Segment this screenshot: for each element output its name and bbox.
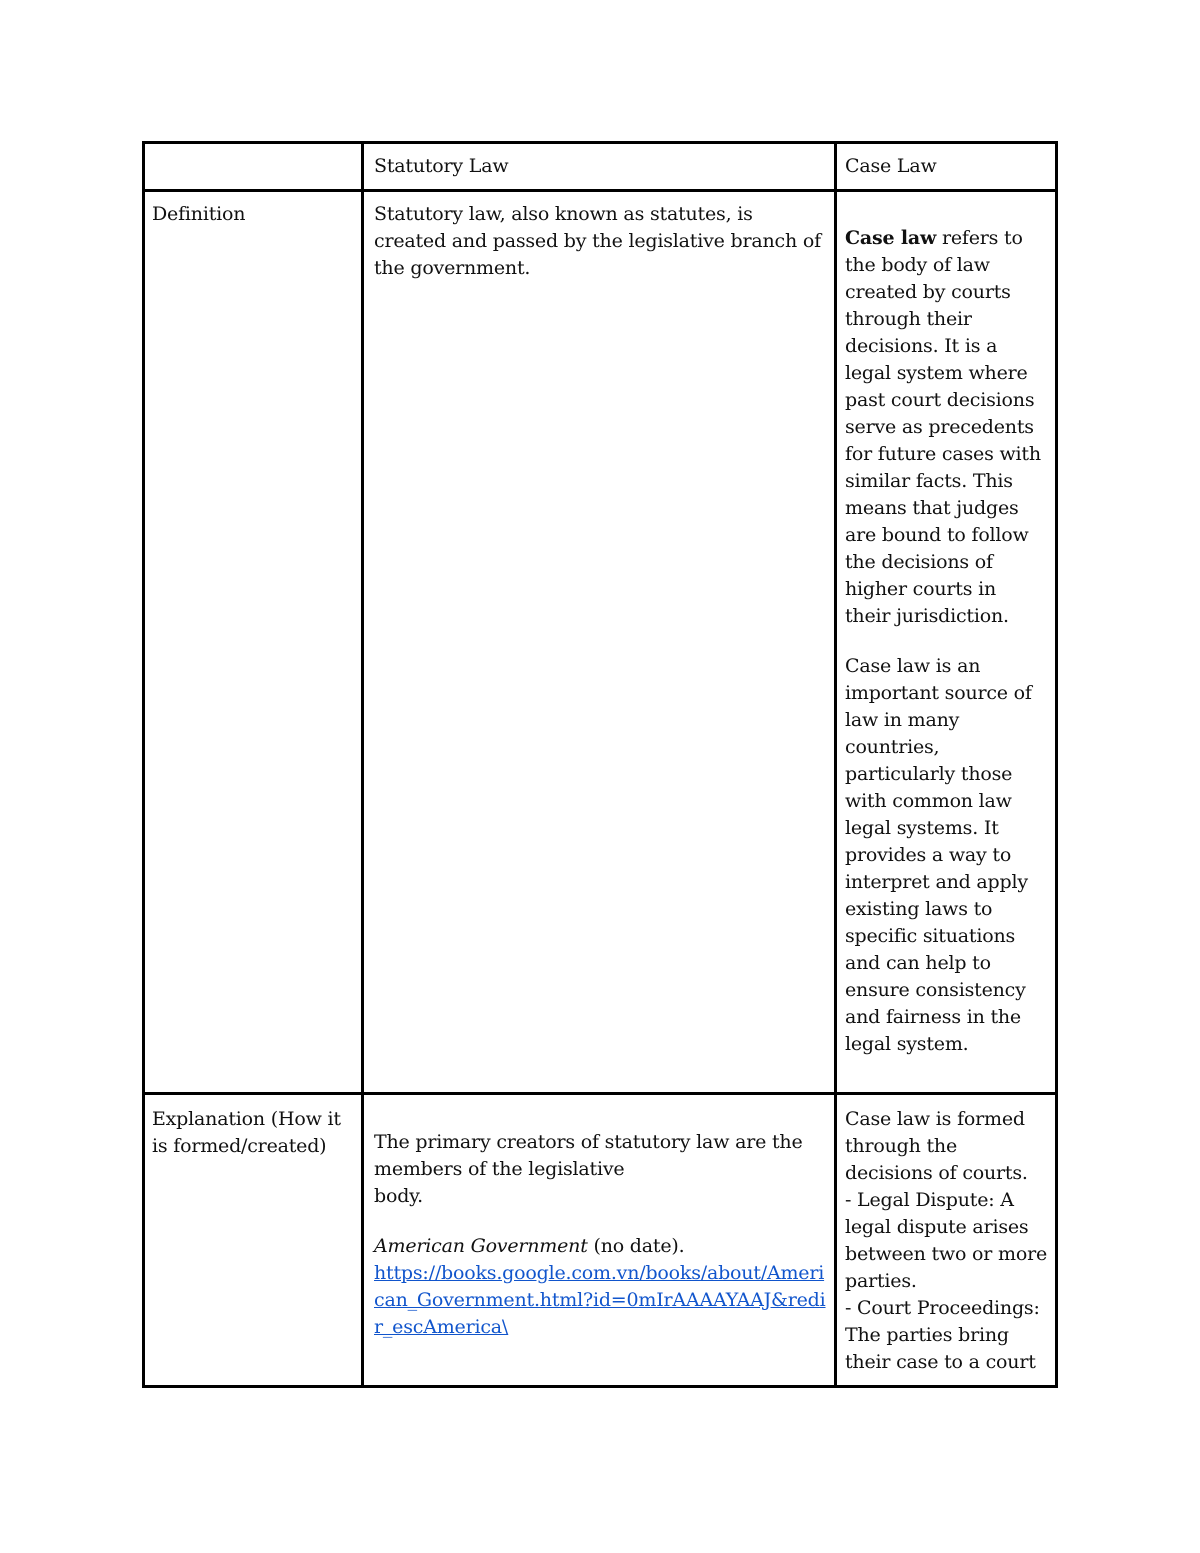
header-cell-case-law: Case Law [845, 155, 937, 177]
statutory-explanation [374, 1129, 829, 1341]
case-law-explanation-line-2: - Legal Dispute: A legal dispute arises between two or more parties. [845, 1189, 1047, 1292]
definition-row-divider [142, 1092, 1058, 1095]
case-law-explanation [845, 1106, 1050, 1376]
comparison-table [142, 141, 1058, 1388]
row-label-explanation: Explanation (How it is formed/created) [152, 1108, 341, 1157]
table-border-right [1055, 141, 1058, 1388]
column-divider-1 [361, 141, 364, 1388]
paragraph-spacer [845, 630, 1045, 653]
case-law-definition-paragraph-1 [845, 225, 1045, 630]
citation-title: American Government [374, 1235, 588, 1257]
statutory-definition-text: Statutory law, also known as statutes, is created and passed by the legislative branch of the government. [374, 203, 821, 279]
citation-date: (no date). [587, 1235, 685, 1257]
citation [374, 1233, 829, 1260]
header-cell-statutory-law: Statutory Law [374, 155, 509, 177]
statutory-explanation-line-1: The primary creators of statutory law are the members of the legislative [374, 1131, 803, 1180]
header-row-divider [142, 189, 1058, 192]
row-label-definition: Definition [152, 203, 246, 225]
case-law-explanation-line-1: Case law is formed through the decisions of courts. [845, 1108, 1028, 1184]
case-law-explanation-line-3: - Court Proceedings: The parties bring their case to a court [845, 1297, 1040, 1373]
table-border-bottom [142, 1385, 1058, 1388]
statutory-explanation-line-2: body. [374, 1185, 424, 1207]
citation-link-paragraph [374, 1260, 829, 1341]
citation-link[interactable]: https://books.google.com.vn/books/about/American_Government.html?id=0mIrAAAAYAAJ&redir_escAmerica\ [374, 1262, 826, 1338]
case-law-definition-text: refers to the body of law created by courts through their decisions. It is a legal system where past court decisions serve as precedents for future cases with similar facts. This means that judges are bound to follow the decisions of higher courts in their jurisdiction. [845, 227, 1041, 627]
table-border-top [142, 141, 1058, 144]
case-law-definition-paragraph-2: Case law is an important source of law in many countries, particularly those with common law legal systems. It provides a way to interpret and apply existing laws to specific situations and can help to ensure consistency and fairness in the legal system. [845, 655, 1032, 1055]
case-law-term: Case law [845, 227, 937, 249]
case-law-definition [845, 225, 1045, 1058]
column-divider-2 [834, 141, 837, 1388]
table-border-left [142, 141, 145, 1388]
paragraph-spacer [374, 1210, 829, 1233]
